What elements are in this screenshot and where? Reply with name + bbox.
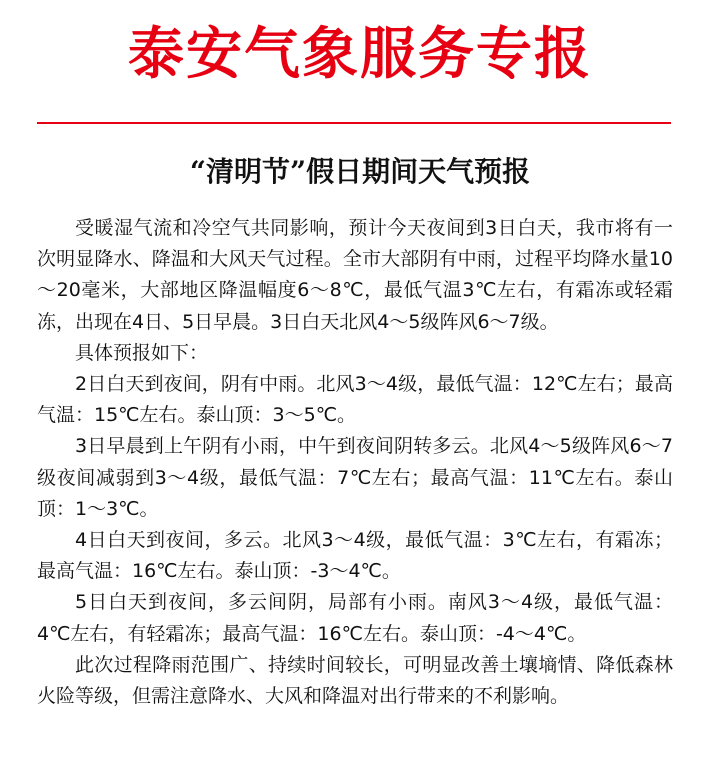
article-body: [37, 213, 673, 712]
paragraph-day-3: 3日早晨到上午阴有小雨，中午到夜间阴转多云。北风4～5级阵风6～7级夜间减弱到3～4级，最低气温：7℃左右；最高气温：11℃左右。泰山顶：1～3℃。: [37, 435, 673, 520]
paragraph-overview: 受暖湿气流和冷空气共同影响，预计今天夜间到3日白天，我市将有一次明显降水、降温和大风天气过程。全市大部阴有中雨，过程平均降水量10～20毫米，大部地区降温幅度6～8℃，最低气温3℃左右，有霜冻或轻霜冻，出现在4日、5日早晨。3日白天北风4～5级阵风6～7级。: [37, 217, 673, 333]
paragraph-day-2: 2日白天到夜间，阴有中雨。北风3～4级，最低气温：12℃左右；最高气温：15℃左右。泰山顶：3～5℃。: [37, 373, 673, 427]
paragraph-day-4: 4日白天到夜间，多云。北风3～4级，最低气温：3℃左右，有霜冻；最高气温：16℃左右。泰山顶：-3～4℃。: [37, 529, 673, 583]
article-title: “清明节”假日期间天气预报: [189, 155, 531, 188]
paragraph-forecast-intro: 具体预报如下：: [75, 341, 209, 364]
paragraph-impact: 此次过程降雨范围广、持续时间较长，可明显改善土壤墒情、降低森林火险等级，但需注意降水、大风和降温对出行带来的不利影响。: [37, 653, 673, 708]
bulletin-masthead: 泰安气象服务专报: [128, 21, 592, 87]
masthead-divider: [37, 122, 671, 124]
paragraph-day-5: 5日白天到夜间，多云间阴，局部有小雨。南风3～4级，最低气温：4℃左右，有轻霜冻；最高气温：16℃左右。泰山顶：-4～4℃。: [37, 591, 673, 645]
